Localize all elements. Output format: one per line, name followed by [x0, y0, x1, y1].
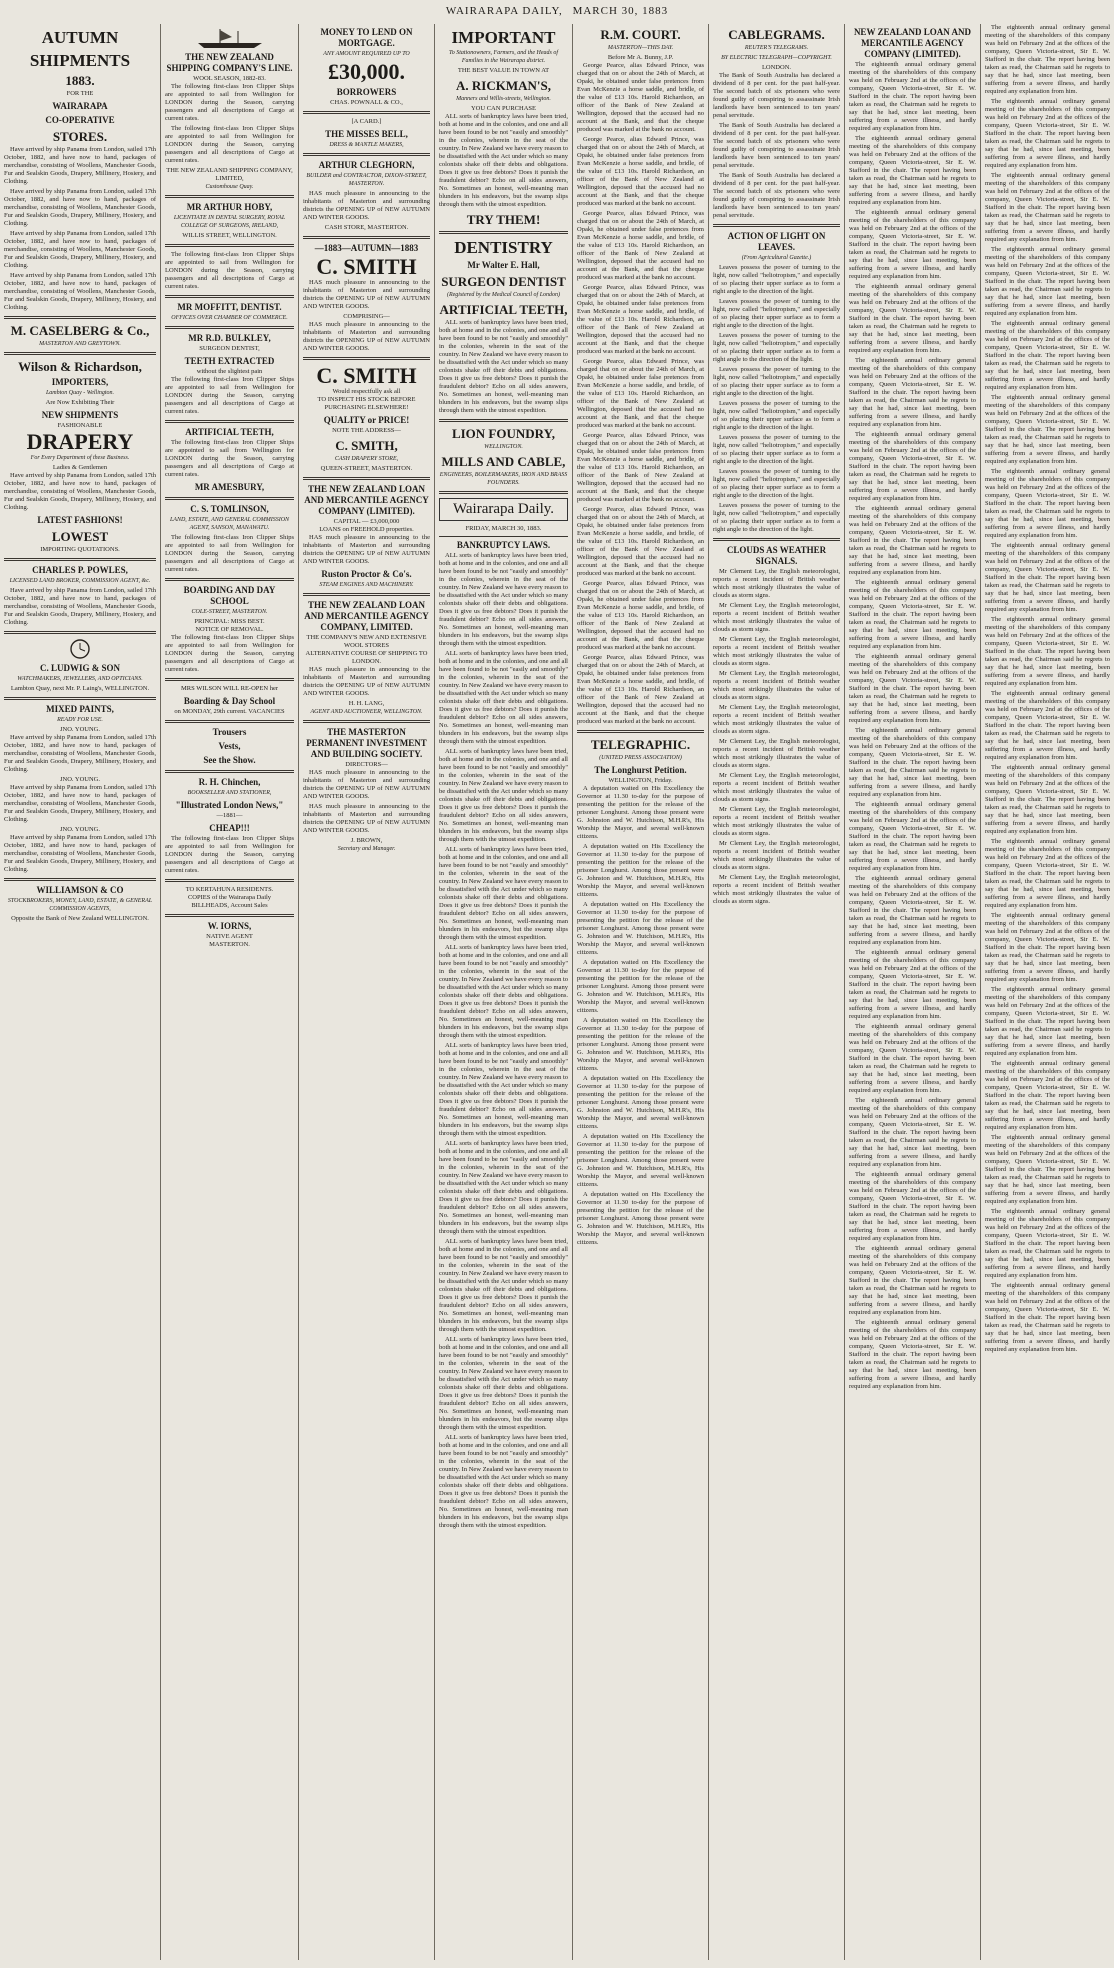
foundry-sub: WELLINGTON.	[484, 444, 523, 450]
leaves-sub: (From Agricultural Gazette.)	[741, 255, 812, 261]
drapery-heading: DRAPERY	[26, 429, 134, 454]
ruston-heading: Ruston Proctor & Co's.	[321, 569, 412, 579]
williamson-heading: WILLIAMSON & CO	[36, 885, 124, 895]
removal-notice: NOTICE OF REMOVAL.	[195, 626, 264, 633]
loan-body: HAS much pleasure in announcing to the inhabitants of Masterton and surrounding districts the OPENING UP of NEW AUTUMN AND WINTER GOODS.	[303, 534, 430, 565]
chinchen-sub: BOOKSELLER AND STATIONER,	[187, 790, 272, 796]
loan-company-body-6: The eighteenth annual ordinary general meeting of the shareholders of this company was held on February 2nd at the offices of the company, Queen Victoria-street, Sir E. W. Stafford in the chair. The report having been taken as read, the Chairman said he regrets to say that he had, since last meeting, been suffering from a severe illness, and hardly required any explanation from him.	[849, 431, 976, 502]
divider	[303, 720, 430, 723]
wilson-importers: IMPORTERS,	[51, 377, 109, 387]
clouds-body-10: Mr Clement Ley, the English meteorologist, reports a recent incident of British weather which most strikingly illustrates the value of clouds as storm signs.	[713, 874, 840, 905]
sales-line: THE COMPANY'S NEW AND EXTENSIVE WOOL STORES	[306, 634, 427, 649]
wilson-place: Lambton Quay - Wellington.	[45, 390, 115, 396]
williamson-sub: STOCKBROKERS, MONEY, LAND, ESTATE, & GENERAL COMMISSION AGENTS,	[7, 898, 153, 912]
leaves-body-2: Leaves possess the power of turning to the light, now called "heliotropism," and especially of so placing their upper surface as to form a right angle to the direction of the light.	[713, 298, 840, 329]
clouds-body-3: Mr Clement Ley, the English meteorologist, reports a recent incident of British weather which most strikingly illustrates the value of clouds as storm signs.	[713, 636, 840, 667]
money-sub: ANY AMOUNT REQUIRED UP TO	[323, 51, 410, 57]
loan-company-body-10: The eighteenth annual ordinary general meeting of the shareholders of this company was held on February 2nd at the offices of the company, Queen Victoria-street, Sir E. W. Stafford in the chair. The report having been taken as read, the Chairman said he regrets to say that he had, since last meeting, been suffering from a severe illness, and hardly required any explanation from him.	[849, 727, 976, 798]
surgeon-heading: SURGEON DENTIST	[441, 274, 566, 289]
purchase-label: YOU CAN PURCHASE	[470, 105, 536, 112]
court-body-8: George Pearce, alias Edward Prince, was charged that on or about the 24th of March, at Opaki, he obtained under false pretences from Evan McKenzie a horse saddle, and bridle, of the value of £13 10s. Harold Richardson, an officer of the Bank of New Zealand at Wellington, deposed that the accused had no account at the Bank, and that the cheque produced was marked at the bank no account.	[577, 580, 704, 651]
browne-sub: Secretary and Manager.	[337, 846, 396, 852]
ludwig-sub: WATCHMAKERS, JEWELLERS, AND OPTICIANS.	[17, 676, 143, 682]
dentistry-heading: DENTISTRY	[454, 238, 553, 257]
article-body-8: ALL sorts of bankruptcy laws have been tried, both at home and in the colonies, and one and all have been found to be not "easily and smoothly" in the colonies, wherein in the seat of the country. In New Zealand we have every reason to be dissatisfied with the Act under which so many colonists shake off their debts and obligations. Does it give us free debtors? Does it punish the fraudulent debtor? Echo on all sides answers, No. Sometimes an honest, well-meaning man blunders in his endeavors, but the swamp slips through them with the utmost expedition.	[439, 1238, 568, 1333]
bell-sub: DRESS & MANTLE MAKERS,	[329, 142, 404, 148]
continuation-body-3: The eighteenth annual ordinary general meeting of the shareholders of this company was held on February 2nd at the offices of the company, Queen Victoria-street, Sir E. W. Stafford in the chair. The report having been taken as read, the Chairman said he regrets to say that he had, since last meeting, been suffering from a severe illness, and hardly required any explanation from him.	[985, 172, 1110, 243]
mixed-paints: MIXED PAINTS,	[46, 704, 114, 714]
article-body-5: ALL sorts of bankruptcy laws have been tried, both at home and in the colonies, and one and all have been found to be not "easily and smoothly" in the colonies, wherein in the seat of the country. In New Zealand we have every reason to be dissatisfied with the Act under which so many colonists shake off their debts and obligations. Does it give us free debtors? Does it punish the fraudulent debtor? Echo on all sides answers, No. Sometimes an honest, well-meaning man blunders in his endeavors, but the swamp slips through them with the utmost expedition.	[439, 944, 568, 1039]
shipping-body: The following first-class Iron Clipper Ships are appointed to sail from Wellington for LONDON during the Season, carrying passengers and all descriptions of Cargo at current rates.	[165, 83, 294, 122]
money-heading: MONEY TO LEND ON MORTGAGE.	[320, 27, 413, 48]
loan-company-heading: NEW ZEALAND LOAN AND MERCANTILE AGENCY COMPANY (LIMITED).	[853, 27, 972, 59]
billheads-line: BILLHEADS, Account Sales	[191, 902, 268, 909]
rickman-heading: A. RICKMAN'S,	[456, 78, 551, 93]
tomlinson-sub: LAND, ESTATE, AND GENERAL COMMISSION AGENT, SANSON, MANAWATU.	[169, 517, 290, 531]
hoby-place: WILLIS STREET, WELLINGTON.	[182, 232, 277, 239]
divider	[165, 578, 294, 581]
divider	[165, 497, 294, 500]
permanent-heading: THE MASTERTON PERMANENT INVESTMENT AND BUILDING SOCIETY.	[306, 727, 427, 759]
shipments-heading: SHIPMENTS	[29, 51, 131, 70]
cleghorn-heading: ARTHUR CLEGHORN,	[318, 160, 415, 170]
permanent-body: HAS much pleasure in announcing to the inhabitants of Masterton and surrounding districts the OPENING UP of NEW AUTUMN AND WINTER GOODS.	[303, 769, 430, 800]
divider	[713, 538, 840, 541]
cooperative-label: CO-OPERATIVE	[45, 115, 115, 125]
wool-season: WOOL SEASON, 1882-83.	[193, 75, 266, 82]
moffitt-heading: MR MOFFITT, DENTIST.	[177, 302, 282, 312]
court-before: Before Mr A. Bunny, J.P.	[607, 54, 674, 61]
divider	[4, 631, 156, 634]
cleghorn-body: HAS much pleasure in announcing to the inhabitants of Masterton and surrounding districts the OPENING UP of NEW AUTUMN AND WINTER GOODS.	[303, 190, 430, 221]
latest-fashions: LATEST FASHIONS!	[37, 515, 123, 525]
divider	[165, 195, 294, 198]
boarding-sub: COLE-STREET, MASTERTON.	[191, 609, 268, 615]
petition-body-5: A deputation waited on His Excellency the Governor at 11.30 to-day for the purpose of presenting the petition for the release of the prisoner Longhurst. Among those present were G. Johnston and W. Hutchison, M.H.R's, His Worship the Mayor, and several well-known citizens.	[577, 1017, 704, 1072]
young-sign: JNO. YOUNG.	[59, 726, 101, 733]
clouds-body-7: Mr Clement Ley, the English meteorologist, reports a recent incident of British weather which most strikingly illustrates the value of clouds as storm signs.	[713, 772, 840, 803]
smith2-heading: C. SMITH	[316, 363, 417, 388]
telegraphic-sub: (UNITED PRESS ASSOCIATION)	[599, 755, 682, 761]
loan2-body: HAS much pleasure in announcing to the inhabitants of Masterton and surrounding districts the OPENING UP of NEW AUTUMN AND WINTER GOODS.	[303, 666, 430, 697]
divider	[303, 236, 430, 239]
column-5	[572, 24, 708, 1960]
autumn-banner: —1883—AUTUMN—1883	[314, 243, 419, 253]
ship-illustration	[165, 27, 294, 49]
wilson-heading: Wilson & Richardson,	[18, 359, 142, 374]
importing-quotations: IMPORTING QUOTATIONS.	[40, 546, 120, 553]
permanent-body-2: HAS much pleasure in announcing to the inhabitants of Masterton and surrounding districts the OPENING UP of NEW AUTUMN AND WINTER GOODS.	[303, 803, 430, 834]
loan-company-body-17: The eighteenth annual ordinary general meeting of the shareholders of this company was held on February 2nd at the offices of the company, Queen Victoria-street, Sir E. W. Stafford in the chair. The report having been taken as read, the Chairman said he regrets to say that he had, since last meeting, been suffering from a severe illness, and hardly required any explanation from him.	[849, 1245, 976, 1316]
cables-body: The Bank of South Australia has declared a dividend of 8 per cent. for the past half-year. The second batch of six prisoners who were found guilty of conspiring to assassinate Irish landlords have been sentenced to ten years' penal servitude.	[713, 72, 840, 119]
divider	[165, 720, 294, 723]
clouds-body-4: Mr Clement Ley, the English meteorologist, reports a recent incident of British weather which most strikingly illustrates the value of clouds as storm signs.	[713, 670, 840, 701]
wilson-reopen: MRS WILSON WILL RE-OPEN her	[180, 685, 278, 692]
try-heading: TRY THEM!	[466, 212, 541, 227]
continuation-body: The eighteenth annual ordinary general meeting of the shareholders of this company was held on February 2nd at the offices of the company, Queen Victoria-street, Sir E. W. Stafford in the chair. The report having been taken as read, the Chairman said he regrets to say that he had, since last meeting, been suffering from a severe illness, and hardly required any explanation from him.	[985, 24, 1110, 95]
petition-body-6: A deputation waited on His Excellency the Governor at 11.30 to-day for the purpose of presenting the petition for the release of the prisoner Longhurst. Among those present were G. Johnston and W. Hutchison, M.H.R's, His Worship the Mayor, and several well-known citizens.	[577, 1075, 704, 1130]
browne-sign: J. BROWN,	[350, 837, 383, 844]
leaves-body-3: Leaves possess the power of turning to the light, now called "heliotropism," and especially of so placing their upper surface as to form a right angle to the direction of the light.	[713, 332, 840, 363]
continuation-body-14: The eighteenth annual ordinary general meeting of the shareholders of this company was held on February 2nd at the offices of the company, Queen Victoria-street, Sir E. W. Stafford in the chair. The report having been taken as read, the Chairman said he regrets to say that he had, since last meeting, been suffering from a severe illness, and hardly required any explanation from him.	[985, 986, 1110, 1057]
continuation-body-2: The eighteenth annual ordinary general meeting of the shareholders of this company was held on February 2nd at the offices of the company, Queen Victoria-street, Sir E. W. Stafford in the chair. The report having been taken as read, the Chairman said he regrets to say that he had, since last meeting, been suffering from a severe illness, and hardly required any explanation from him.	[985, 98, 1110, 169]
best-value: THE BEST VALUE IN TOWN AT	[457, 67, 550, 74]
loan-company-body-4: The eighteenth annual ordinary general meeting of the shareholders of this company was held on February 2nd at the offices of the company, Queen Victoria-street, Sir E. W. Stafford in the chair. The report having been taken as read, the Chairman said he regrets to say that he had, since last meeting, been suffering from a severe illness, and hardly required any explanation from him.	[849, 283, 976, 354]
smith3-sub: CASH DRAPERY STORE,	[334, 456, 399, 462]
loan-company-body-15: The eighteenth annual ordinary general meeting of the shareholders of this company was held on February 2nd at the offices of the company, Queen Victoria-street, Sir E. W. Stafford in the chair. The report having been taken as read, the Chairman said he regrets to say that he had, since last meeting, been suffering from a severe illness, and hardly required any explanation from him.	[849, 1097, 976, 1168]
residents-heading: TO KERTAHUNA RESIDENTS.	[185, 886, 274, 893]
petition-body-2: A deputation waited on His Excellency the Governor at 11.30 to-day for the purpose of presenting the petition for the release of the prisoner Longhurst. Among those present were G. Johnston and W. Hutchison, M.H.R's, His Worship the Mayor, and several well-known citizens.	[577, 843, 704, 898]
iorns-place: MASTERTON.	[209, 941, 250, 948]
teeth-extracted: TEETH EXTRACTED	[184, 356, 275, 366]
tomlinson-heading: C. S. TOMLINSON,	[190, 504, 269, 514]
foundry-heading: LION FOUNDRY,	[451, 426, 556, 441]
smith-body-2: HAS much pleasure in announcing to the inhabitants of Masterton and surrounding districts the OPENING UP of NEW AUTUMN AND WINTER GOODS.	[303, 321, 430, 352]
amesbury-body: The following first-class Iron Clipper Ships are appointed to sail from Wellington for LONDON during the Season, carrying passengers and all descriptions of Cargo at current rates.	[165, 439, 294, 478]
stores-label: STORES.	[52, 129, 108, 144]
surgeon-sub: (Registered by the Medical Council of London)	[446, 292, 561, 298]
vests-heading: Vests,	[218, 741, 241, 751]
telegraphic-heading: TELEGRAPHIC.	[590, 737, 691, 752]
iorns-heading: W. IORNS,	[207, 921, 252, 931]
cables-heading: CABLEGRAMS.	[728, 27, 825, 42]
copies-line: COPIES of the Wairarapa Daily	[187, 894, 272, 901]
divider	[303, 477, 430, 480]
autumn-heading: AUTUMN	[41, 28, 119, 47]
year-heading: 1883.	[65, 73, 95, 88]
court-body-7: George Pearce, alias Edward Prince, was charged that on or about the 24th of March, at Opaki, he obtained under false pretences from Evan McKenzie a horse saddle, and bridle, of the value of £13 10s. Harold Richardson, an officer of the Bank of New Zealand at Wellington, deposed that the accused had no account at the Bank, and that the cheque produced was marked at the bank no account.	[577, 506, 704, 577]
divider	[303, 153, 430, 156]
boarding-heading: BOARDING AND DAY SCHOOL	[183, 585, 276, 606]
article-body-4: ALL sorts of bankruptcy laws have been tried, both at home and in the colonies, and one and all have been found to be not "easily and smoothly" in the colonies, wherein in the seat of the country. In New Zealand we have every reason to be dissatisfied with the Act under which so many colonists shake off their debts and obligations. Does it give us free debtors? Does it punish the fraudulent debtor? Echo on all sides answers, No. Sometimes an honest, well-meaning man blunders in his endeavors, but the swamp slips through them with the utmost expedition.	[439, 846, 568, 941]
divider	[303, 111, 430, 114]
borrowers-heading: BORROWERS	[336, 87, 397, 97]
divider	[165, 244, 294, 247]
continuation-body-11: The eighteenth annual ordinary general meeting of the shareholders of this company was held on February 2nd at the offices of the company, Queen Victoria-street, Sir E. W. Stafford in the chair. The report having been taken as read, the Chairman said he regrets to say that he had, since last meeting, been suffering from a severe illness, and hardly required any explanation from him.	[985, 764, 1110, 835]
column-8	[980, 24, 1114, 1960]
young-sign-3: JNO. YOUNG.	[59, 826, 101, 833]
powles-body: Have arrived by ship Panama from London, sailed 17th October, 1882, and have now to hand, packages of merchandise, consisting of Woollens, Manchester Goods, Fur and Sealskin Goods, Drapery, Millinery, Hosiery, and Clothing.	[4, 587, 156, 626]
moffitt-sub: OFFICES OVER CHAMBER OF COMMERCE.	[171, 315, 288, 321]
important-heading: IMPORTANT	[451, 28, 556, 47]
divider	[303, 357, 430, 360]
directors-label: DIRECTORS—	[345, 761, 388, 768]
clouds-body-9: Mr Clement Ley, the English meteorologist, reports a recent incident of British weather which most strikingly illustrates the value of clouds as storm signs.	[713, 840, 840, 871]
loan-company-body-12: The eighteenth annual ordinary general meeting of the shareholders of this company was held on February 2nd at the offices of the company, Queen Victoria-street, Sir E. W. Stafford in the chair. The report having been taken as read, the Chairman said he regrets to say that he had, since last meeting, been suffering from a severe illness, and hardly required any explanation from him.	[849, 875, 976, 946]
paper-dateline: FRIDAY, MARCH 30, 1883.	[465, 525, 542, 532]
chinchen-heading: R. H. Chinchen,	[198, 777, 261, 787]
continuation-body-5: The eighteenth annual ordinary general meeting of the shareholders of this company was held on February 2nd at the offices of the company, Queen Victoria-street, Sir E. W. Stafford in the chair. The report having been taken as read, the Chairman said he regrets to say that he had, since last meeting, been suffering from a severe illness, and hardly required any explanation from him.	[985, 320, 1110, 391]
caselberg-heading: M. CASELBERG & Co.,	[10, 323, 150, 338]
young-body-3: Have arrived by ship Panama from London, sailed 17th October, 1882, and have now to hand, packages of merchandise, consisting of Woollens, Manchester Goods, Fur and Sealskin Goods, Drapery, Millinery, Hosiery, and Clothing.	[4, 834, 156, 873]
young-body-2: Have arrived by ship Panama from London, sailed 17th October, 1882, and have now to hand, packages of merchandise, consisting of Woollens, Manchester Goods, Fur and Sealskin Goods, Drapery, Millinery, Hosiery, and Clothing.	[4, 784, 156, 823]
divider	[439, 491, 568, 494]
smith2-inspect: TO INSPECT HIS STOCK BEFORE PURCHASING ELSEWHERE!	[317, 396, 416, 411]
continuation-body-8: The eighteenth annual ordinary general meeting of the shareholders of this company was held on February 2nd at the offices of the company, Queen Victoria-street, Sir E. W. Stafford in the chair. The report having been taken as read, the Chairman said he regrets to say that he had, since last meeting, been suffering from a severe illness, and hardly required any explanation from him.	[985, 542, 1110, 613]
court-body: George Pearce, alias Edward Prince, was charged that on or about the 24th of March, at Opaki, he obtained under false pretences from Evan McKenzie a horse saddle, and bridle, of the value of £13 10s. Harold Richardson, an officer of the Bank of New Zealand at Wellington, deposed that the accused had no account at the Bank, and that the cheque produced was marked at the bank no account.	[577, 62, 704, 133]
divider	[4, 697, 156, 700]
artificial-teeth-heading: ARTIFICIAL TEETH,	[439, 302, 568, 317]
young-body: Have arrived by ship Panama from London, sailed 17th October, 1882, and have now to hand, packages of merchandise, consisting of Woollens, Manchester Goods, Fur and Sealskin Goods, Drapery, Millinery, Hosiery, and Clothing.	[4, 734, 156, 773]
cables-body-2: The Bank of South Australia has declared a dividend of 8 per cent. for the past half-year. The second batch of six prisoners who were found guilty of conspiring to assassinate Irish landlords have been sentenced to ten years' penal servitude.	[713, 122, 840, 169]
news-heading: "Illustrated London News,"	[175, 800, 284, 810]
clouds-body-2: Mr Clement Ley, the English meteorologist, reports a recent incident of British weather which most strikingly illustrates the value of clouds as storm signs.	[713, 602, 840, 633]
continuation-body-4: The eighteenth annual ordinary general meeting of the shareholders of this company was held on February 2nd at the offices of the company, Queen Victoria-street, Sir E. W. Stafford in the chair. The report having been taken as read, the Chairman said he regrets to say that he had, since last meeting, been suffering from a severe illness, and hardly required any explanation from him.	[985, 246, 1110, 317]
leaves-body-8: Leaves possess the power of turning to the light, now called "heliotropism," and especially of so placing their upper surface as to form a right angle to the direction of the light.	[713, 502, 840, 533]
chinchen-body: The following first-class Iron Clipper Ships are appointed to sail from Wellington for LONDON during the Season, carrying passengers and all descriptions of Cargo at current rates.	[165, 835, 294, 874]
petition-body-4: A deputation waited on His Excellency the Governor at 11.30 to-day for the purpose of presenting the petition for the release of the prisoner Longhurst. Among those present were G. Johnston and W. Hutchison, M.H.R's, His Worship the Mayor, and several well-known citizens.	[577, 959, 704, 1014]
copyright-line: BY ELECTRIC TELEGRAPH—COPYRIGHT.	[721, 55, 832, 61]
loan-heading: THE NEW ZEALAND LOAN AND MERCANTILE AGENCY COMPANY (LIMITED).	[304, 484, 429, 516]
petition-body-3: A deputation waited on His Excellency the Governor at 11.30 to-day for the purpose of presenting the petition for the release of the prisoner Longhurst. Among those present were G. Johnston and W. Hutchison, M.H.R's, His Worship the Mayor, and several well-known citizens.	[577, 901, 704, 956]
cash-store: CASH STORE, MASTERTON.	[324, 224, 409, 231]
loan-company-body-5: The eighteenth annual ordinary general meeting of the shareholders of this company was held on February 2nd at the offices of the company, Queen Victoria-street, Sir E. W. Stafford in the chair. The report having been taken as read, the Chairman said he regrets to say that he had, since last meeting, been suffering from a severe illness, and hardly required any explanation from him.	[849, 357, 976, 428]
boarding-body: The following first-class Iron Clipper Ships are appointed to sail from Wellington for LONDON during the Season, carrying passengers and all descriptions of Cargo at current rates.	[165, 634, 294, 673]
wilson-line: Are Now Exhibiting Their	[45, 399, 115, 406]
cheap-heading: CHEAP!!!	[209, 823, 250, 833]
continuation-body-15: The eighteenth annual ordinary general meeting of the shareholders of this company was held on February 2nd at the offices of the company, Queen Victoria-street, Sir E. W. Stafford in the chair. The report having been taken as read, the Chairman said he regrets to say that he had, since last meeting, been suffering from a severe illness, and hardly required any explanation from him.	[985, 1060, 1110, 1131]
important-sub: To Stationowners, Farmers, and the Heads of Families in the Wairarapa district.	[448, 50, 559, 64]
lowest-heading: LOWEST	[51, 529, 109, 544]
leaves-body-6: Leaves possess the power of turning to the light, now called "heliotropism," and especially of so placing their upper surface as to form a right angle to the direction of the light.	[713, 434, 840, 465]
ludwig-place: Lambton Quay, next Mr. P. Laing's, WELLINGTON.	[10, 685, 150, 692]
divider	[165, 326, 294, 329]
card-label: [A CARD.]	[351, 118, 382, 125]
loan-company-body-14: The eighteenth annual ordinary general meeting of the shareholders of this company was held on February 2nd at the offices of the company, Queen Victoria-street, Sir E. W. Stafford in the chair. The report having been taken as read, the Chairman said he regrets to say that he had, since last meeting, been suffering from a severe illness, and hardly required any explanation from him.	[849, 1023, 976, 1094]
loan-company-body-13: The eighteenth annual ordinary general meeting of the shareholders of this company was held on February 2nd at the offices of the company, Queen Victoria-street, Sir E. W. Stafford in the chair. The report having been taken as read, the Chairman said he regrets to say that he had, since last meeting, been suffering from a severe illness, and hardly required any explanation from him.	[849, 949, 976, 1020]
leaves-body-7: Leaves possess the power of turning to the light, now called "heliotropism," and especially of so placing their upper surface as to form a right angle to the direction of the light.	[713, 468, 840, 499]
divider	[4, 878, 156, 881]
clouds-body-8: Mr Clement Ley, the English meteorologist, reports a recent incident of British weather which most strikingly illustrates the value of clouds as storm signs.	[713, 806, 840, 837]
amesbury-heading: MR AMESBURY,	[194, 482, 265, 492]
smith3-place: QUEEN-STREET, MASTERTON.	[320, 465, 413, 472]
dentistry-body: ALL sorts of bankruptcy laws have been tried, both at home and in the colonies, and one and all have been found to be not "easily and smoothly" in the colonies, wherein in the seat of the country. In New Zealand we have every reason to be dissatisfied with the Act under which so many colonists shake off their debts and obligations. Does it give us free debtors? Does it punish the fraudulent debtor? Echo on all sides answers, No. Sometimes an honest, well-meaning man blunders in his endeavors, but the swamp slips through them with the utmost expedition.	[439, 319, 568, 414]
leaves-body-4: Leaves possess the power of turning to the light, now called "heliotropism," and especially of so placing their upper surface as to form a right angle to the direction of the light.	[713, 366, 840, 397]
mills-heading: MILLS AND CABLE,	[441, 454, 566, 469]
loan-company-body-11: The eighteenth annual ordinary general meeting of the shareholders of this company was held on February 2nd at the offices of the company, Queen Victoria-street, Sir E. W. Stafford in the chair. The report having been taken as read, the Chairman said he regrets to say that he had, since last meeting, been suffering from a severe illness, and hardly required any explanation from him.	[849, 801, 976, 872]
article-body: ALL sorts of bankruptcy laws have been tried, both at home and in the colonies, and one and all have been found to be not "easily and smoothly" in the colonies, wherein in the seat of the country. In New Zealand we have every reason to be dissatisfied with the Act under which so many colonists shake off their debts and obligations. Does it give us free debtors? Does it punish the fraudulent debtor? Echo on all sides answers, No. Sometimes an honest, well-meaning man blunders in his endeavors, but the swamp slips through them with the utmost expedition.	[439, 552, 568, 647]
loan-company-body: The eighteenth annual ordinary general meeting of the shareholders of this company was held on February 2nd at the offices of the company, Queen Victoria-street, Sir E. W. Stafford in the chair. The report having been taken as read, the Chairman said he regrets to say that he had, since last meeting, been suffering from a severe illness, and hardly required any explanation from him.	[849, 61, 976, 132]
tomlinson-body: The following first-class Iron Clipper Ships are appointed to sail from Wellington for LONDON during the Season, carrying passengers and all descriptions of Cargo at current rates.	[165, 534, 294, 573]
wilson-fashionable: FASHIONABLE	[57, 422, 103, 429]
powles-sub: LICENSED LAND BROKER, COMMISSION AGENT, &c.	[9, 578, 151, 584]
column-7	[844, 24, 980, 1960]
clouds-body: Mr Clement Ley, the English meteorologist, reports a recent incident of British weather which most strikingly illustrates the value of clouds as storm signs.	[713, 568, 840, 599]
smith-body: HAS much pleasure in announcing to the inhabitants of Masterton and surrounding districts the OPENING UP of NEW AUTUMN AND WINTER GOODS.	[303, 279, 430, 310]
ladies-line: Ladies & Gentlemen	[52, 464, 108, 471]
cleghorn-sub: BUILDER and CONTRACTOR, DIXON-STREET, MASTERTON.	[306, 173, 427, 187]
hoby-heading: MR ARTHUR HOBY,	[186, 202, 273, 212]
divider	[165, 879, 294, 882]
news-year: —1881—	[216, 812, 243, 819]
address-label: NOTE THE ADDRESS—	[332, 427, 401, 434]
clouds-body-6: Mr Clement Ley, the English meteorologist, reports a recent incident of British weather which most strikingly illustrates the value of clouds as storm signs.	[713, 738, 840, 769]
lang-heading: H. H. LANG,	[348, 700, 385, 707]
continuation-body-7: The eighteenth annual ordinary general meeting of the shareholders of this company was held on February 2nd at the offices of the company, Queen Victoria-street, Sir E. W. Stafford in the chair. The report having been taken as read, the Chairman said he regrets to say that he had, since last meeting, been suffering from a severe illness, and hardly required any explanation from him.	[985, 468, 1110, 539]
loan-company-body-18: The eighteenth annual ordinary general meeting of the shareholders of this company was held on February 2nd at the offices of the company, Queen Victoria-street, Sir E. W. Stafford in the chair. The report having been taken as read, the Chairman said he regrets to say that he had, since last meeting, been suffering from a severe illness, and hardly required any explanation from him.	[849, 1319, 976, 1390]
continuation-body-18: The eighteenth annual ordinary general meeting of the shareholders of this company was held on February 2nd at the offices of the company, Queen Victoria-street, Sir E. W. Stafford in the chair. The report having been taken as read, the Chairman said he regrets to say that he had, since last meeting, been suffering from a severe illness, and hardly required any explanation from him.	[985, 1282, 1110, 1353]
article-body-7: ALL sorts of bankruptcy laws have been tried, both at home and in the colonies, and one and all have been found to be not "easily and smoothly" in the colonies, wherein in the seat of the country. In New Zealand we have every reason to be dissatisfied with the Act under which so many colonists shake off their debts and obligations. Does it give us free debtors? Does it punish the fraudulent debtor? Echo on all sides answers, No. Sometimes an honest, well-meaning man blunders in his endeavors, but the swamp slips through them with the utmost expedition.	[439, 1140, 568, 1235]
loan2-heading: THE NEW ZEALAND LOAN AND MERCANTILE AGENCY COMPANY, LIMITED.	[304, 600, 429, 632]
petition-body: A deputation waited on His Excellency the Governor at 11.30 to-day for the purpose of presenting the petition for the release of the prisoner Longhurst. Among those present were G. Johnston and W. Hutchison, M.H.R's, His Worship the Mayor, and several well-known citizens.	[577, 785, 704, 840]
trousers-heading: Trousers	[212, 727, 247, 737]
article-body-10: ALL sorts of bankruptcy laws have been tried, both at home and in the colonies, and one and all have been found to be not "easily and smoothly" in the colonies, wherein in the seat of the country. In New Zealand we have every reason to be dissatisfied with the Act under which so many colonists shake off their debts and obligations. Does it give us free debtors? Does it punish the fraudulent debtor? Echo on all sides answers, No. Sometimes an honest, well-meaning man blunders in his endeavors, but the swamp slips through them with the utmost expedition.	[439, 1434, 568, 1529]
petition-body-7: A deputation waited on His Excellency the Governor at 11.30 to-day for the purpose of presenting the petition for the release of the prisoner Longhurst. Among those present were G. Johnston and W. Hutchison, M.H.R's, His Worship the Mayor, and several well-known citizens.	[577, 1133, 704, 1188]
loan-company-body-8: The eighteenth annual ordinary general meeting of the shareholders of this company was held on February 2nd at the offices of the company, Queen Victoria-street, Sir E. W. Stafford in the chair. The report having been taken as read, the Chairman said he regrets to say that he had, since last meeting, been suffering from a severe illness, and hardly required any explanation from him.	[849, 579, 976, 650]
clouds-heading: CLOUDS AS WEATHER SIGNALS.	[726, 545, 827, 566]
divider	[165, 295, 294, 298]
masthead-date: MARCH 30, 1883	[572, 5, 669, 17]
court-body-2: George Pearce, alias Edward Prince, was charged that on or about the 24th of March, at Opaki, he obtained under false pretences from Evan McKenzie a horse saddle, and bridle, of the value of £13 10s. Harold Richardson, an officer of the Bank of New Zealand at Wellington, deposed that the accused had no account at the Bank, and that the cheque produced was marked at the bank no account.	[577, 136, 704, 207]
divider	[4, 558, 156, 561]
bankruptcy-heading: BANKRUPTCY LAWS.	[456, 540, 551, 550]
for-the-label: FOR THE	[66, 90, 94, 97]
wilson-school: Boarding & Day School	[183, 696, 276, 706]
article-body-6: ALL sorts of bankruptcy laws have been tried, both at home and in the colonies, and one and all have been found to be not "easily and smoothly" in the colonies, wherein in the seat of the country. In New Zealand we have every reason to be dissatisfied with the Act under which so many colonists shake off their debts and obligations. Does it give us free debtors? Does it punish the fraudulent debtor? Echo on all sides answers, No. Sometimes an honest, well-meaning man blunders in his endeavors, but the swamp slips through them with the utmost expedition.	[439, 1042, 568, 1137]
column-4	[434, 24, 572, 1960]
loan-company-body-3: The eighteenth annual ordinary general meeting of the shareholders of this company was held on February 2nd at the offices of the company, Queen Victoria-street, Sir E. W. Stafford in the chair. The report having been taken as read, the Chairman said he regrets to say that he had, since last meeting, been suffering from a severe illness, and hardly required any explanation from him.	[849, 209, 976, 280]
artificial-heading: ARTIFICIAL TEETH,	[185, 427, 274, 437]
drapery-body: Have arrived by ship Panama from London, sailed 17th October, 1882, and have now to hand, packages of merchandise, consisting of Woollens, Manchester Goods, Fur and Sealskin Goods, Drapery, Millinery, Hosiery, and Clothing.	[4, 472, 156, 511]
hoby-sub: LICENTIATE IN DENTAL SURGERY, ROYAL COLLEGE OF SURGEONS, IRELAND,	[173, 215, 286, 229]
leaves-body-5: Leaves possess the power of turning to the light, now called "heliotropism," and especially of so placing their upper surface as to form a right angle to the direction of the light.	[713, 400, 840, 431]
shipments-body-4: Have arrived by ship Panama from London, sailed 17th October, 1882, and have now to hand, packages of merchandise, consisting of Woollens, Manchester Goods, Fur and Sealskin Goods, Drapery, Millinery, Hosiery, and Clothing.	[4, 272, 156, 311]
wilson-new: NEW SHIPMENTS	[41, 410, 119, 420]
petition-body-8: A deputation waited on His Excellency the Governor at 11.30 to-day for the purpose of presenting the petition for the release of the prisoner Longhurst. Among those present were G. Johnston and W. Hutchison, M.H.R's, His Worship the Mayor, and several well-known citizens.	[577, 1191, 704, 1246]
petition-place: WELLINGTON, Friday.	[608, 777, 673, 784]
crosse-body: The following first-class Iron Clipper Ships are appointed to sail from Wellington for LONDON during the Season, carrying passengers and all descriptions of Cargo at current rates.	[165, 251, 294, 290]
column-1	[0, 24, 160, 1960]
bulkley-heading: MR R.D. BULKLEY,	[188, 333, 271, 343]
shipping-body-2: The following first-class Iron Clipper Ships are appointed to sail from Wellington for LONDON during the Season, carrying passengers and all descriptions of Cargo at current rates.	[165, 125, 294, 164]
money-amount: £30,000.	[328, 59, 405, 84]
continuation-body-9: The eighteenth annual ordinary general meeting of the shareholders of this company was held on February 2nd at the offices of the company, Queen Victoria-street, Sir E. W. Stafford in the chair. The report having been taken as read, the Chairman said he regrets to say that he had, since last meeting, been suffering from a severe illness, and hardly required any explanation from him.	[985, 616, 1110, 687]
masthead	[0, 0, 1114, 22]
article-body-2: ALL sorts of bankruptcy laws have been tried, both at home and in the colonies, and one and all have been found to be not "easily and smoothly" in the colonies, wherein in the seat of the country. In New Zealand we have every reason to be dissatisfied with the Act under which so many colonists shake off their debts and obligations. Does it give us free debtors? Does it punish the fraudulent debtor? Echo on all sides answers, No. Sometimes an honest, well-meaning man blunders in his endeavors, but the swamp slips through them with the utmost expedition.	[439, 650, 568, 745]
continuation-body-6: The eighteenth annual ordinary general meeting of the shareholders of this company was held on February 2nd at the offices of the company, Queen Victoria-street, Sir E. W. Stafford in the chair. The report having been taken as read, the Chairman said he regrets to say that he had, since last meeting, been suffering from a severe illness, and hardly required any explanation from him.	[985, 394, 1110, 465]
bell-heading: THE MISSES BELL,	[325, 129, 408, 139]
continuation-body-12: The eighteenth annual ordinary general meeting of the shareholders of this company was held on February 2nd at the offices of the company, Queen Victoria-street, Sir E. W. Stafford in the chair. The report having been taken as read, the Chairman said he regrets to say that he had, since last meeting, been suffering from a severe illness, and hardly required any explanation from him.	[985, 838, 1110, 909]
divider	[4, 316, 156, 319]
drapery-sub: For Every Department of these Business.	[30, 455, 130, 461]
capital-line: CAPITAL — £3,000,000	[333, 518, 400, 525]
lang-sub: AGENT AND AUCTIONEER, WELLINGTON.	[310, 709, 423, 715]
continuation-body-16: The eighteenth annual ordinary general meeting of the shareholders of this company was held on February 2nd at the offices of the company, Queen Victoria-street, Sir E. W. Stafford in the chair. The report having been taken as read, the Chairman said he regrets to say that he had, since last meeting, been suffering from a severe illness, and hardly required any explanation from him.	[985, 1134, 1110, 1205]
column-6	[708, 24, 844, 1960]
continuation-body-17: The eighteenth annual ordinary general meeting of the shareholders of this company was held on February 2nd at the offices of the company, Queen Victoria-street, Sir E. W. Stafford in the chair. The report having been taken as read, the Chairman said he regrets to say that he had, since last meeting, been suffering from a severe illness, and hardly required any explanation from him.	[985, 1208, 1110, 1279]
divider	[165, 678, 294, 681]
ludwig-heading: C. LUDWIG & SON	[39, 663, 120, 673]
column-2	[160, 24, 298, 1960]
teeth-pain: without the slightest pain	[196, 368, 263, 375]
loan-company-body-7: The eighteenth annual ordinary general meeting of the shareholders of this company was held on February 2nd at the offices of the company, Queen Victoria-street, Sir E. W. Stafford in the chair. The report having been taken as read, the Chairman said he regrets to say that he had, since last meeting, been suffering from a severe illness, and hardly required any explanation from him.	[849, 505, 976, 576]
masthead-title: WAIRARAPA DAILY,	[445, 5, 563, 17]
loan-company-body-16: The eighteenth annual ordinary general meeting of the shareholders of this company was held on February 2nd at the offices of the company, Queen Victoria-street, Sir E. W. Stafford in the chair. The report having been taken as read, the Chairman said he regrets to say that he had, since last meeting, been suffering from a severe illness, and hardly required any explanation from him.	[849, 1171, 976, 1242]
rickman-body: ALL sorts of bankruptcy laws have been tried, both at home and in the colonies, and one and all have been found to be not "easily and smoothly" in the colonies, wherein in the seat of the country. In New Zealand we have every reason to be dissatisfied with the Act under which so many colonists shake off their debts and obligations. Does it give us free debtors? Does it punish the fraudulent debtor? Echo on all sides answers, No. Sometimes an honest, well-meaning man blunders in his endeavors, but the swamp slips through them with the utmost expedition.	[439, 113, 568, 208]
london-label: LONDON.	[761, 64, 792, 71]
court-sub: MASTERTON—THIS DAY.	[607, 45, 674, 51]
divider	[713, 224, 840, 227]
shipments-body: Have arrived by ship Panama from London, sailed 17th October, 1882, and have now to hand, packages of merchandise, consisting of Woollens, Manchester Goods, Fur and Sealskin Goods, Drapery, Millinery, Hosiery, and Clothing.	[4, 146, 156, 185]
caselberg-sub: MASTERTON AND GREYTOWN.	[39, 341, 121, 347]
divider	[577, 730, 704, 733]
loan-company-body-2: The eighteenth annual ordinary general meeting of the shareholders of this company was held on February 2nd at the offices of the company, Queen Victoria-street, Sir E. W. Stafford in the chair. The report having been taken as read, the Chairman said he regrets to say that he had, since last meeting, been suffering from a severe illness, and hardly required any explanation from him.	[849, 135, 976, 206]
divider	[439, 231, 568, 234]
court-heading: R.M. COURT.	[600, 27, 681, 42]
divider	[165, 770, 294, 773]
comprising-label: COMPRISING—	[343, 313, 390, 320]
smith2-body: Would respectfully ask all	[332, 388, 401, 395]
williamson-place: Opposite the Bank of New Zealand WELLINGTON.	[11, 915, 149, 922]
wairarapa-label: WAIRARAPA	[52, 101, 108, 111]
wilson-date: on MONDAY, 29th current. VACANCIES	[174, 708, 285, 715]
bulkley-body: The following first-class Iron Clipper Ships are appointed to sail from Wellington for LONDON during the Season, carrying passengers and all descriptions of Cargo at current rates.	[165, 376, 294, 415]
court-body-5: George Pearce, alias Edward Prince, was charged that on or about the 24th of March, at Opaki, he obtained under false pretences from Evan McKenzie a horse saddle, and bridle, of the value of £13 10s. Harold Richardson, an officer of the Bank of New Zealand at Wellington, deposed that the accused had no account at the Bank, and that the cheque produced was marked at the bank no account.	[577, 358, 704, 429]
shipments-body-2: Have arrived by ship Panama from London, sailed 17th October, 1882, and have now to hand, packages of merchandise, consisting of Woollens, Manchester Goods, Fur and Sealskin Goods, Drapery, Millinery, Hosiery, and Clothing.	[4, 188, 156, 227]
alternative-line: ALTERNATIVE COURSE OF SHIPPING TO LONDON.	[305, 650, 428, 665]
leaves-heading: ACTION OF LIGHT ON LEAVES.	[727, 231, 826, 252]
shipping-agent: THE NEW ZEALAND SHIPPING COMPANY, LIMITED,	[166, 167, 293, 182]
watch-illustration	[4, 638, 156, 660]
paper-title: Wairarapa Daily.	[439, 498, 568, 521]
loan-company-body-9: The eighteenth annual ordinary general meeting of the shareholders of this company was held on February 2nd at the offices of the company, Queen Victoria-street, Sir E. W. Stafford in the chair. The report having been taken as read, the Chairman said he regrets to say that he had, since last meeting, been suffering from a severe illness, and hardly required any explanation from him.	[849, 653, 976, 724]
petition-heading: The Longhurst Petition.	[594, 765, 687, 775]
cables-sub: REUTER'S TELEGRAMS.	[744, 45, 809, 51]
cables-body-3: The Bank of South Australia has declared a dividend of 8 per cent. for the past half-year. The second batch of six prisoners who were found guilty of conspiring to assassinate Irish landlords have been sentenced to ten years' penal servitude.	[713, 172, 840, 219]
clouds-body-5: Mr Clement Ley, the English meteorologist, reports a recent incident of British weather which most strikingly illustrates the value of clouds as storm signs.	[713, 704, 840, 735]
shipping-heading: THE NEW ZEALAND SHIPPING COMPANY'S LINE.	[166, 52, 293, 73]
divider	[165, 420, 294, 423]
quality-heading: QUALITY or PRICE!	[323, 415, 410, 425]
smith-heading: C. SMITH	[316, 254, 417, 279]
boarding-principal: PRINCIPAL: MISS BEST.	[194, 618, 265, 625]
article-body-3: ALL sorts of bankruptcy laws have been tried, both at home and in the colonies, and one and all have been found to be not "easily and smoothly" in the colonies, wherein in the seat of the country. In New Zealand we have every reason to be dissatisfied with the Act under which so many colonists shake off their debts and obligations. Does it give us free debtors? Does it punish the fraudulent debtor? Echo on all sides answers, No. Sometimes an honest, well-meaning man blunders in his endeavors, but the swamp slips through them with the utmost expedition.	[439, 748, 568, 843]
shipping-agent-sub: Customhouse Quay.	[205, 184, 254, 190]
hall-heading: Mr Walter E. Hall,	[467, 260, 540, 270]
mixed-paints-sub: READY FOR USE.	[57, 717, 103, 723]
rickman-sub: Manners and Willis-streets, Wellington.	[456, 96, 551, 102]
powell-line: CHAS. POWNALL & CO.,	[330, 99, 403, 106]
divider	[4, 352, 156, 355]
loans-line: LOANS on FREEHOLD properties.	[319, 526, 414, 533]
article-body-9: ALL sorts of bankruptcy laws have been tried, both at home and in the colonies, and one and all have been found to be not "easily and smoothly" in the colonies, wherein in the seat of the country. In New Zealand we have every reason to be dissatisfied with the Act under which so many colonists shake off their debts and obligations. Does it give us free debtors? Does it punish the fraudulent debtor? Echo on all sides answers, No. Sometimes an honest, well-meaning man blunders in his endeavors, but the swamp slips through them with the utmost expedition.	[439, 1336, 568, 1431]
young-sign-2: JNO. YOUNG.	[59, 776, 101, 783]
court-body-6: George Pearce, alias Edward Prince, was charged that on or about the 24th of March, at Opaki, he obtained under false pretences from Evan McKenzie a horse saddle, and bridle, of the value of £13 10s. Harold Richardson, an officer of the Bank of New Zealand at Wellington, deposed that the accused had no account at the Bank, and that the cheque produced was marked at the bank no account.	[577, 432, 704, 503]
show-heading: See the Show.	[203, 755, 256, 765]
court-body-3: George Pearce, alias Edward Prince, was charged that on or about the 24th of March, at Opaki, he obtained under false pretences from Evan McKenzie a horse saddle, and bridle, of the value of £13 10s. Harold Richardson, an officer of the Bank of New Zealand at Wellington, deposed that the accused had no account at the Bank, and that the cheque produced was marked at the bank no account.	[577, 210, 704, 281]
mills-sub: ENGINEERS, BOILERMAKERS, IRON AND BRASS FOUNDERS.	[439, 472, 568, 486]
powles-heading: CHARLES P. POWLES,	[32, 565, 128, 575]
divider	[439, 419, 568, 422]
divider	[165, 914, 294, 917]
shipments-body-3: Have arrived by ship Panama from London, sailed 17th October, 1882, and have now to hand, packages of merchandise, consisting of Woollens, Manchester Goods, Fur and Sealskin Goods, Drapery, Millinery, Hosiery, and Clothing.	[4, 230, 156, 269]
leaves-body: Leaves possess the power of turning to the light, now called "heliotropism," and especially of so placing their upper surface as to form a right angle to the direction of the light.	[713, 264, 840, 295]
court-body-4: George Pearce, alias Edward Prince, was charged that on or about the 24th of March, at Opaki, he obtained under false pretences from Evan McKenzie a horse saddle, and bridle, of the value of £13 10s. Harold Richardson, an officer of the Bank of New Zealand at Wellington, deposed that the accused had no account at the Bank, and that the cheque produced was marked at the bank no account.	[577, 284, 704, 355]
divider	[303, 593, 430, 596]
column-3	[298, 24, 434, 1960]
continuation-body-10: The eighteenth annual ordinary general meeting of the shareholders of this company was held on February 2nd at the offices of the company, Queen Victoria-street, Sir E. W. Stafford in the chair. The report having been taken as read, the Chairman said he regrets to say that he had, since last meeting, been suffering from a severe illness, and hardly required any explanation from him.	[985, 690, 1110, 761]
bulkley-sub: SURGEON DENTIST,	[199, 345, 260, 352]
continuation-body-13: The eighteenth annual ordinary general meeting of the shareholders of this company was held on February 2nd at the offices of the company, Queen Victoria-street, Sir E. W. Stafford in the chair. The report having been taken as read, the Chairman said he regrets to say that he had, since last meeting, been suffering from a severe illness, and hardly required any explanation from him.	[985, 912, 1110, 983]
court-body-9: George Pearce, alias Edward Prince, was charged that on or about the 24th of March, at Opaki, he obtained under false pretences from Evan McKenzie a horse saddle, and bridle, of the value of £13 10s. Harold Richardson, an officer of the Bank of New Zealand at Wellington, deposed that the accused had no account at the Bank, and that the cheque produced was marked at the bank no account.	[577, 654, 704, 725]
iorns-sub: NATIVE AGENT	[206, 933, 253, 940]
ruston-sub: STEAM ENGINES AND MACHINERY.	[319, 582, 414, 588]
smith3-heading: C. SMITH,	[335, 438, 398, 453]
divider	[439, 536, 568, 537]
